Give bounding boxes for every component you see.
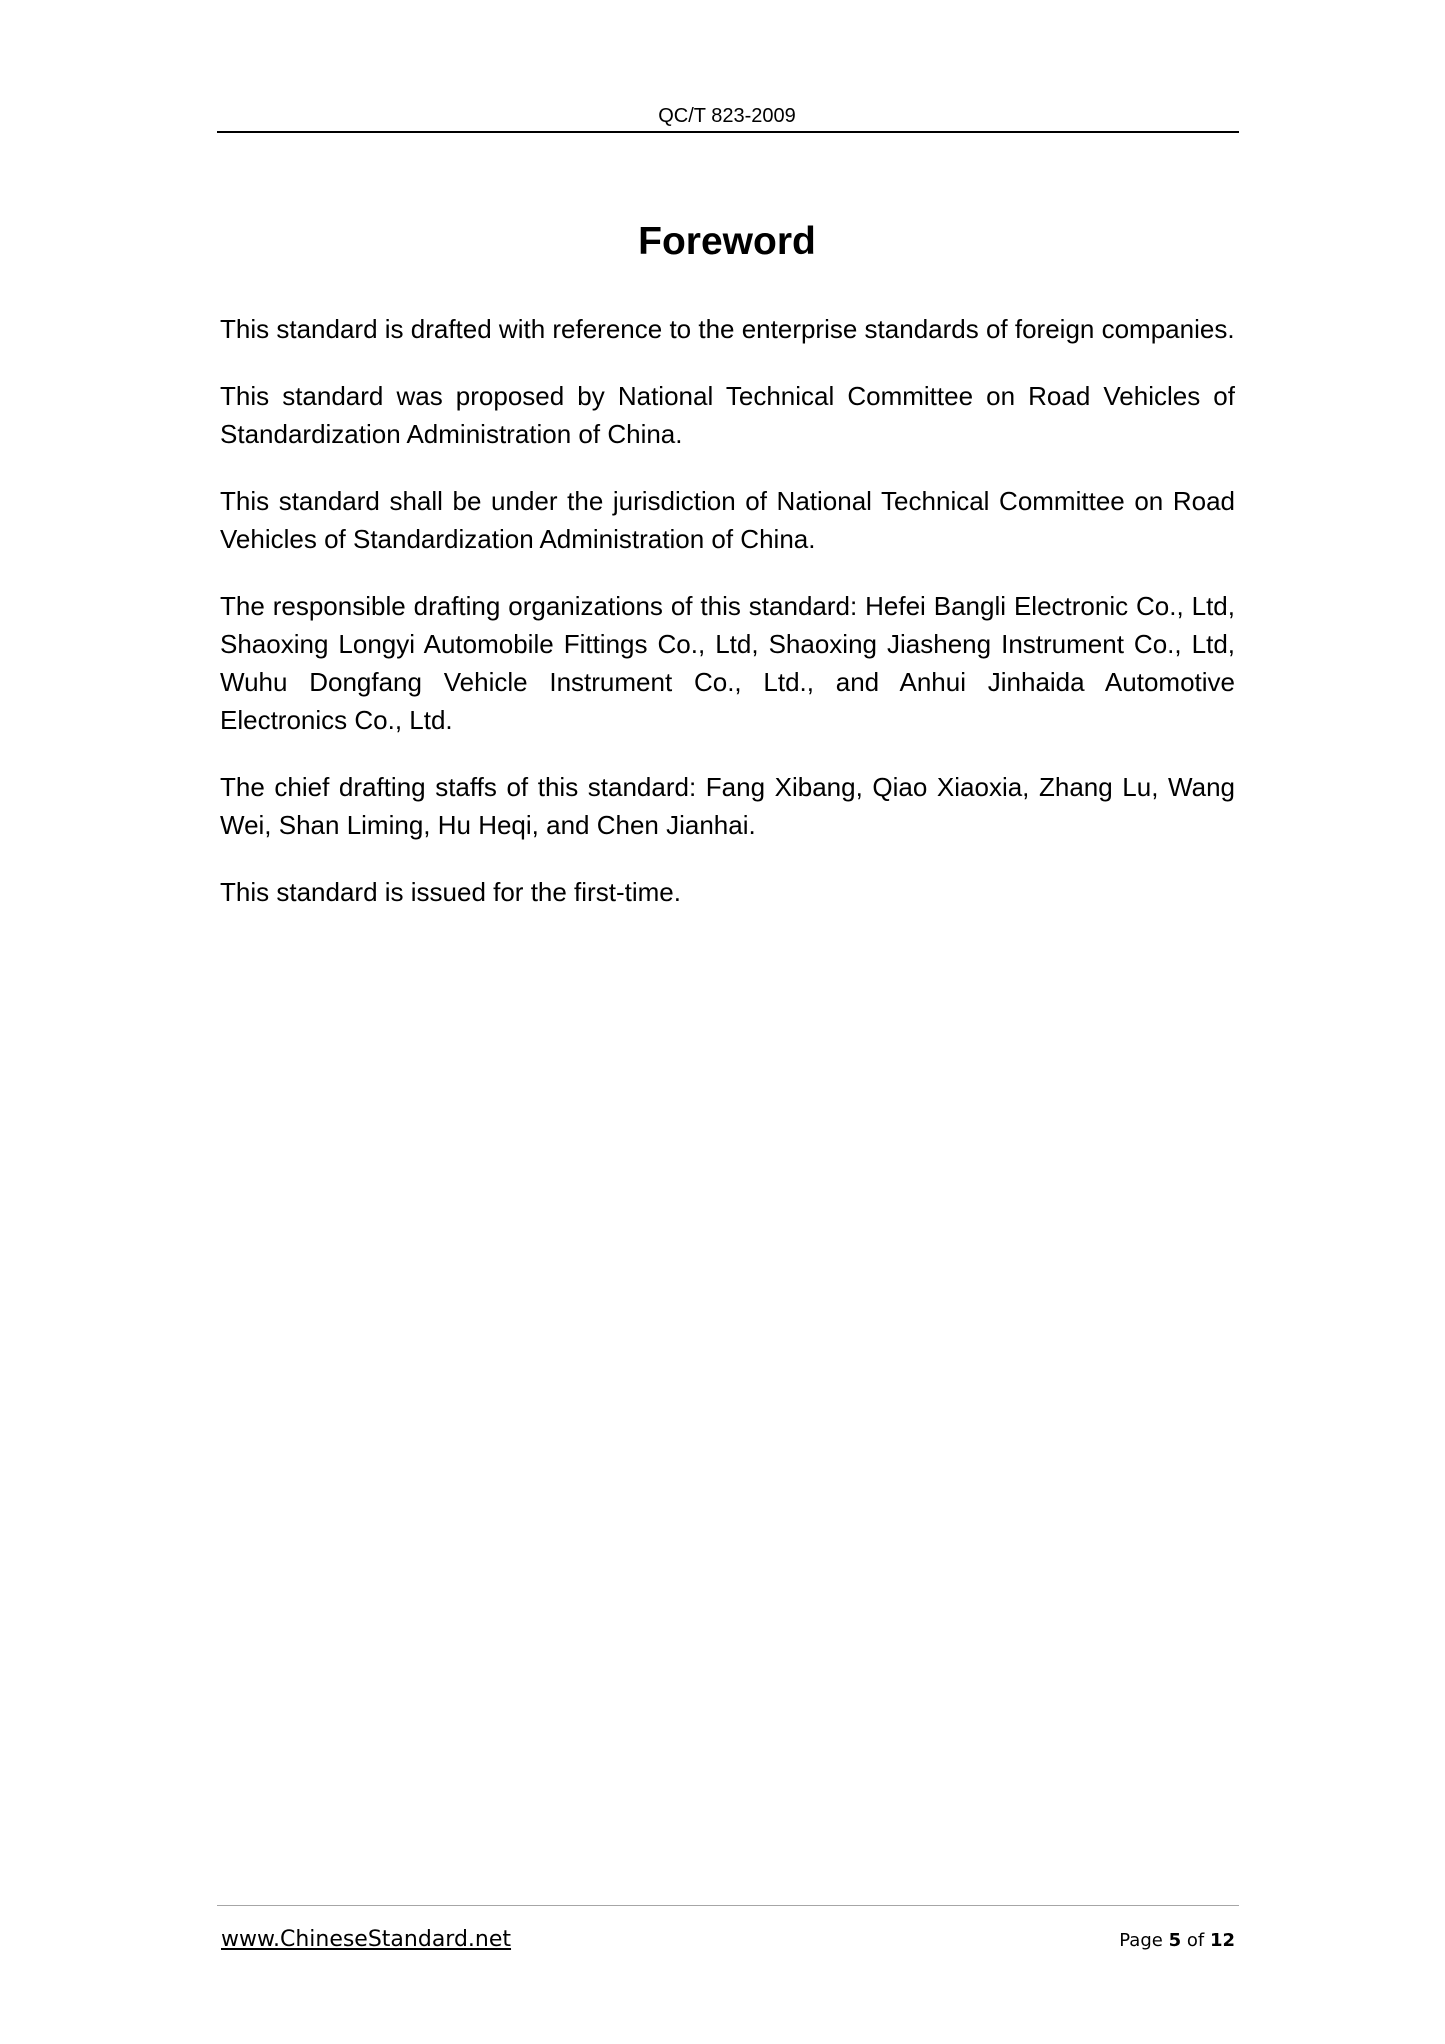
page-number — [1119, 1929, 1235, 1953]
of-label: of — [1186, 1930, 1205, 1951]
running-header: QC/T 823-2009 — [658, 105, 796, 127]
footer-divider — [217, 1905, 1239, 1906]
paragraph-issue-status: This standard is issued for the first-time. — [220, 877, 681, 907]
total-pages-number: 12 — [1209, 1930, 1235, 1951]
website-link[interactable]: www.ChineseStandard.net — [221, 1927, 512, 1952]
page-label: Page — [1119, 1930, 1163, 1951]
paragraph-drafting-organizations: The responsible drafting organizations of this standard: Hefei Bangli Electronic Co., Ltd, Shaoxing Longyi Automobile Fittings Co., Ltd, Shaoxing Jiasheng Instrument Co., Ltd, Wuhu Dongfang Vehicle Instrument Co., Ltd., and Anhui Jinhaida Automotive Electronics Co., Ltd. — [220, 591, 1235, 735]
current-page-number: 5 — [1168, 1930, 1182, 1951]
paragraph-jurisdiction: This standard shall be under the jurisdiction of National Technical Committee on Road Vehicles of Standardization Administration of China. — [220, 486, 1235, 554]
page-title: Foreword — [638, 220, 816, 263]
foreword-body — [220, 310, 1235, 940]
paragraph-drafting-staff: The chief drafting staffs of this standard: Fang Xibang, Qiao Xiaoxia, Zhang Lu, Wang Wei, Shan Liming, Hu Heqi, and Chen Jianhai. — [220, 772, 1235, 840]
paragraph-proposed-by: This standard was proposed by National Technical Committee on Road Vehicles of Standardization Administration of China. — [220, 381, 1235, 449]
paragraph-reference: This standard is drafted with reference to the enterprise standards of foreign companies. — [220, 314, 1235, 344]
header-divider — [217, 131, 1239, 133]
